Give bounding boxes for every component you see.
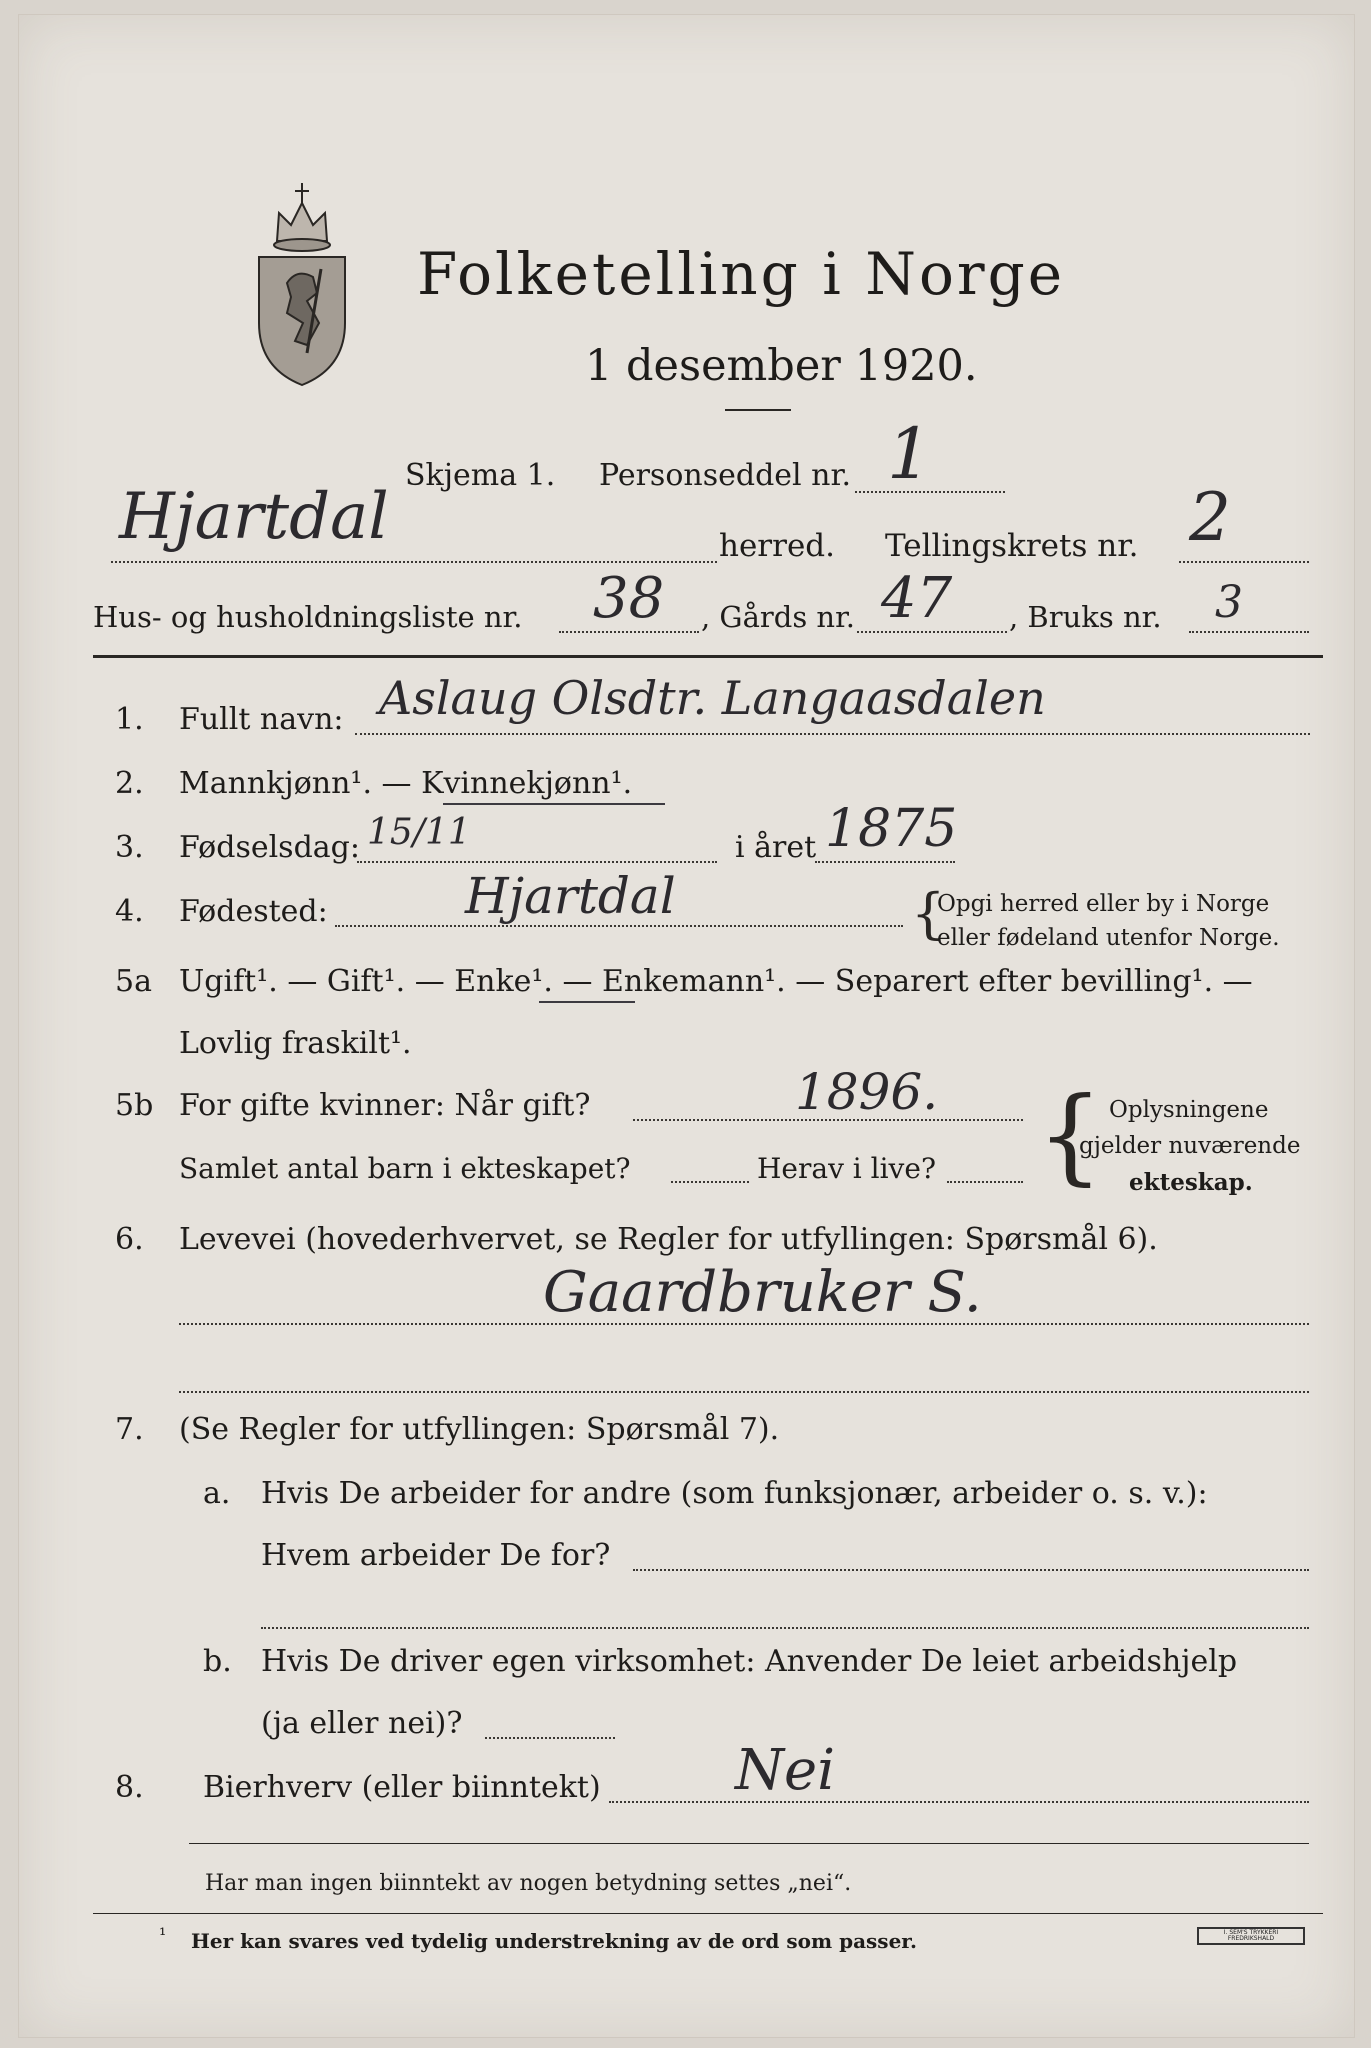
bruks-line bbox=[1189, 631, 1309, 633]
q4-brace: { bbox=[911, 882, 946, 945]
q7b-number: b. bbox=[203, 1644, 232, 1679]
q5a-label: Ugift¹. — Gift¹. — Enke¹. — Enkemann¹. — Separert efter bevilling¹. — bbox=[179, 964, 1253, 999]
q2-underline-kvinnekjonn bbox=[443, 803, 665, 805]
q5b-line-3 bbox=[947, 1181, 1023, 1183]
husholdning-value[interactable]: 38 bbox=[593, 566, 665, 631]
gards-value[interactable]: 47 bbox=[881, 566, 953, 631]
footnote-text: Her kan svares ved tydelig understrekning av de ord som passer. bbox=[191, 1929, 917, 1953]
q3-label: Fødselsdag: bbox=[179, 830, 360, 865]
q5b-value[interactable]: 1896. bbox=[795, 1063, 939, 1121]
q8-line bbox=[609, 1801, 1309, 1803]
footer-note: Har man ingen biinntekt av nogen betydning settes „nei“. bbox=[205, 1871, 852, 1896]
husholdning-line bbox=[559, 631, 699, 633]
q1-line bbox=[355, 733, 1310, 735]
footnote-rule bbox=[93, 1913, 1323, 1914]
q7a-line bbox=[633, 1569, 1309, 1571]
q7a-line-2 bbox=[261, 1627, 1309, 1629]
bruks-label: , Bruks nr. bbox=[1009, 600, 1162, 634]
q6-line-2 bbox=[179, 1391, 1309, 1393]
q4-number: 4. bbox=[115, 894, 144, 929]
printer-stamp-line-2: FREDRIKSHALD bbox=[1227, 1935, 1275, 1942]
norwegian-coat-of-arms-icon bbox=[247, 173, 357, 388]
form-title: Folketelling i Norge bbox=[417, 240, 1066, 308]
q2-label: Mannkjønn¹. — Kvinnekjønn¹. bbox=[179, 766, 633, 801]
personseddel-value[interactable]: 1 bbox=[887, 413, 932, 495]
census-form-page bbox=[18, 14, 1355, 2038]
form-date: 1 desember 1920. bbox=[585, 341, 978, 391]
q8-label: Bierhverv (eller biinntekt) bbox=[203, 1770, 601, 1805]
herred-value[interactable]: Hjartdal bbox=[119, 480, 389, 554]
q7a-label: Hvis De arbeider for andre (som funksjonær, arbeider o. s. v.): bbox=[261, 1476, 1208, 1511]
q2-number: 2. bbox=[115, 766, 144, 801]
herred-label: herred. bbox=[719, 528, 835, 564]
title-divider bbox=[725, 409, 791, 411]
personseddel-label: Personseddel nr. bbox=[599, 458, 852, 493]
q5b-label: For gifte kvinner: Når gift? bbox=[179, 1088, 591, 1123]
q7-label: (Se Regler for utfyllingen: Spørsmål 7). bbox=[179, 1412, 780, 1447]
q1-number: 1. bbox=[115, 702, 144, 737]
q4-note-1: Opgi herred eller by i Norge bbox=[937, 891, 1270, 917]
q3-year-line bbox=[815, 861, 955, 863]
q6-line-1 bbox=[179, 1323, 1309, 1325]
q5b-note-2: gjelder nuværende bbox=[1079, 1133, 1301, 1159]
q5b-number: 5b bbox=[115, 1088, 154, 1123]
q4-value[interactable]: Hjartdal bbox=[465, 867, 676, 925]
q7b-label-2: (ja eller nei)? bbox=[261, 1706, 463, 1741]
herred-line bbox=[111, 561, 717, 563]
q1-value[interactable]: Aslaug Olsdtr. Langaasdalen bbox=[379, 671, 1046, 725]
q7a-label-2: Hvem arbeider De for? bbox=[261, 1538, 611, 1573]
husholdning-label: Hus- og husholdningsliste nr. bbox=[93, 600, 523, 634]
q5a-label-2: Lovlig fraskilt¹. bbox=[179, 1026, 412, 1061]
q4-label: Fødested: bbox=[179, 894, 328, 929]
bruks-value[interactable]: 3 bbox=[1215, 577, 1243, 628]
q3-year-label: i året bbox=[735, 830, 817, 865]
skjema-label: Skjema 1. bbox=[405, 458, 556, 493]
q8-value[interactable]: Nei bbox=[735, 1738, 836, 1803]
q5b-note-1: Oplysningene bbox=[1109, 1097, 1269, 1123]
q1-label: Fullt navn: bbox=[179, 702, 344, 737]
q7a-number: a. bbox=[203, 1476, 231, 1511]
q4-note-2: eller fødeland utenfor Norge. bbox=[937, 925, 1280, 951]
footnote-mark: ¹ bbox=[159, 1925, 167, 1946]
q5b-line-2 bbox=[671, 1181, 749, 1183]
q6-number: 6. bbox=[115, 1222, 144, 1257]
header-rule bbox=[93, 655, 1323, 658]
q5a-number: 5a bbox=[115, 964, 152, 999]
q6-value[interactable]: Gaardbruker S. bbox=[543, 1260, 982, 1325]
tellingskrets-label: Tellingskrets nr. bbox=[885, 528, 1139, 564]
q5b-brace: { bbox=[1037, 1074, 1104, 1196]
q5b-label-3: Herav i live? bbox=[757, 1152, 936, 1185]
printer-stamp-line-1: I. SEM'S TRYKKERI bbox=[1223, 1929, 1279, 1936]
q6-label: Levevei (hovederhvervet, se Regler for utfyllingen: Spørsmål 6). bbox=[179, 1222, 1158, 1257]
q7b-line bbox=[485, 1737, 615, 1739]
q3-line bbox=[357, 861, 717, 863]
q7-number: 7. bbox=[115, 1412, 144, 1447]
gards-line bbox=[857, 631, 1007, 633]
q4-line bbox=[335, 925, 903, 927]
q7b-label: Hvis De driver egen virksomhet: Anvender De leiet arbeidshjelp bbox=[261, 1644, 1238, 1679]
gards-label: , Gårds nr. bbox=[701, 600, 855, 634]
footer-rule bbox=[189, 1843, 1309, 1844]
q3-year-value[interactable]: 1875 bbox=[825, 799, 958, 859]
tellingskrets-value[interactable]: 2 bbox=[1189, 479, 1231, 556]
q5b-label-2: Samlet antal barn i ekteskapet? bbox=[179, 1152, 631, 1185]
q3-number: 3. bbox=[115, 830, 144, 865]
tellingskrets-line bbox=[1179, 561, 1309, 563]
printer-stamp bbox=[1197, 1927, 1305, 1945]
q3-value[interactable]: 15/11 bbox=[367, 812, 471, 853]
q5a-underline-enke bbox=[539, 1001, 635, 1003]
q5b-note-3: ekteskap. bbox=[1129, 1169, 1253, 1196]
q8-number: 8. bbox=[115, 1770, 144, 1805]
